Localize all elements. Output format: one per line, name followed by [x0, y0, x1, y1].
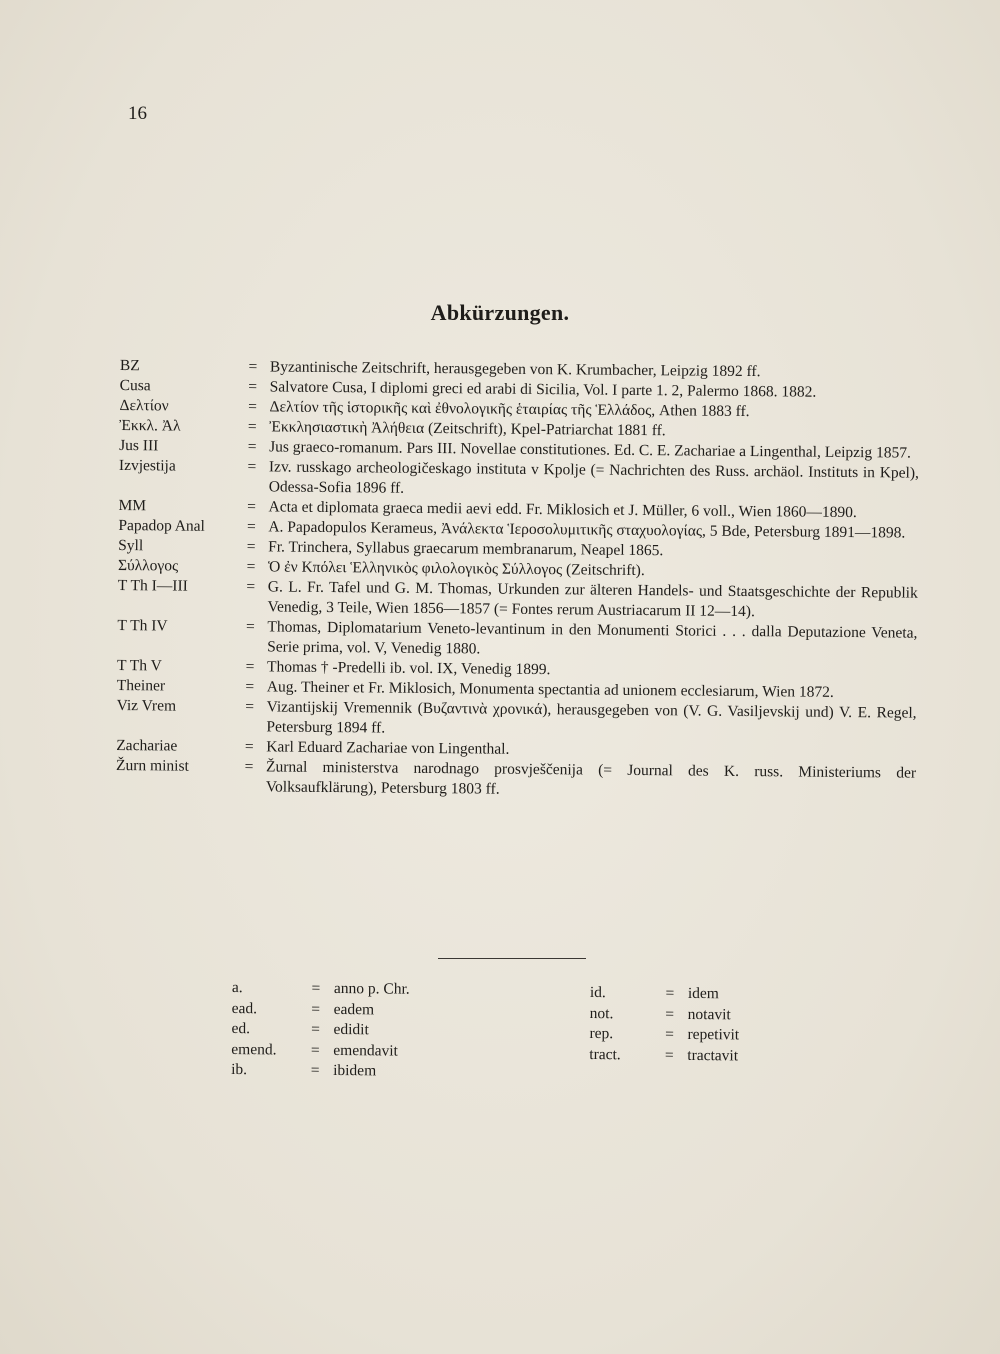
abbreviation-definition: Fr. Trinchera, Syllabus graecarum membranarum, Neapel 1865. [268, 538, 664, 560]
abbreviation-definition: Ὁ ἐν Κπόλει Ἑλληνικὸς φιλολογικὸς Σύλλογος (Zeitschrift). [267, 558, 645, 580]
short-abbreviation-definition: eadem [333, 1000, 375, 1018]
abbreviation-definition: Izv. russkago archeologičeskago instituta v Kpolje (= Nachrichten des Russ. archäol. Instituts in Kpel), Odessa-Sofia 1896 ff. [268, 458, 919, 497]
abbreviation-list [116, 356, 920, 804]
equals-sign: = [665, 984, 675, 1002]
equals-sign: = [310, 1062, 320, 1080]
page-title: Abkürzungen. [430, 300, 570, 325]
abbreviation-term: MM [118, 496, 147, 515]
short-abbreviation-entry [232, 978, 410, 1000]
equals-sign: = [244, 738, 254, 756]
abbreviation-term: T Th I—III [117, 576, 188, 595]
equals-sign: = [665, 1005, 675, 1023]
short-abbreviation-definition: idem [687, 984, 719, 1003]
short-abbreviation-entry [231, 1019, 409, 1041]
abbreviation-definition: Aug. Theiner et Fr. Miklosich, Monumenta spectantia ad unionem ecclesiarum, Wien 1872. [266, 678, 834, 701]
short-abbreviation-definition: anno p. Chr. [333, 979, 410, 998]
short-abbreviation-term: a. [231, 978, 243, 997]
abbreviation-term: Theiner [116, 676, 166, 695]
short-abbreviation-entry [232, 999, 410, 1021]
short-abbreviation-definition: emendavit [333, 1041, 398, 1060]
abbreviation-definition: Vizantijskij Vremennik (Βυζαντινὰ χρονικά), herausgegeben von (V. G. Vasiljevskij und) V. E. Regel, Petersburg 1894 ff. [266, 698, 917, 737]
equals-sign: = [248, 398, 257, 416]
abbreviation-entry [116, 756, 916, 804]
abbreviation-definition: Thomas † -Predelli ib. vol. IX, Venedig 1899. [266, 658, 551, 679]
abbreviation-definition: Žurnal ministerstva narodnago prosvješčenija (= Journal des K. russ. Ministeriums der Volksaufklärung), Petersburg 1803 ff. [265, 758, 917, 798]
short-abbreviation-term: id. [589, 983, 606, 1002]
equals-sign: = [246, 558, 256, 576]
abbreviation-definition: Jus graeco-romanum. Pars III. Novellae constitutiones. Ed. C. E. Zachariae a Lingenthal, Leipzig 1857. [269, 438, 911, 462]
abbreviation-term: Papadop Anal [118, 516, 205, 535]
short-abbreviation-entry [590, 1004, 740, 1026]
equals-sign: = [245, 658, 255, 676]
equals-sign: = [247, 418, 257, 436]
abbreviation-term: Izvjestija [118, 456, 176, 475]
equals-sign: = [311, 1020, 320, 1039]
equals-sign: = [311, 1000, 321, 1018]
abbreviation-definition: Δελτίον τῆς ἱστορικῆς καὶ ἐθνολογικῆς ἑταιρίας τῆς Ἑλλάδος, Athen 1883 ff. [269, 398, 750, 421]
short-abbreviation-term: tract. [589, 1045, 621, 1064]
abbreviation-term: Σύλλογος [117, 556, 179, 575]
abbreviation-term: Cusa [119, 376, 151, 395]
abbreviation-term: T Th IV [117, 616, 168, 635]
abbreviation-definition: Acta et diplomata graeca medii aevi edd. Fr. Miklosich et J. Müller, 6 voll., Wien 1860—1890. [268, 498, 857, 522]
short-abbreviation-entry [231, 1040, 409, 1062]
equals-sign: = [248, 378, 258, 396]
equals-sign: = [245, 698, 255, 716]
equals-sign: = [310, 1041, 320, 1059]
short-abbreviation-term: emend. [231, 1040, 277, 1059]
abbreviation-definition: Ἐκκλησιαστικὴ Ἀλήθεια (Zeitschrift), Kpel-Patriarchat 1881 ff. [269, 418, 666, 440]
abbreviation-term: Žurn minist [115, 756, 189, 775]
equals-sign: = [247, 498, 257, 516]
equals-sign: = [247, 458, 257, 476]
short-abbreviation-term: ib. [231, 1061, 248, 1079]
abbreviation-term: T Th V [116, 656, 162, 675]
abbreviation-term: Ἐκκλ. Ἀλ [119, 416, 181, 435]
short-abbreviation-definition: tractavit [687, 1046, 739, 1065]
abbreviation-term: Δελτίον [119, 396, 169, 415]
short-abbreviation-term: not. [589, 1004, 614, 1022]
equals-sign: = [246, 578, 256, 596]
short-abbreviation-definition: edidit [333, 1021, 369, 1039]
short-abbreviation-entry [590, 983, 740, 1005]
short-abbreviation-term: ead. [231, 999, 258, 1017]
short-abbreviation-definition: repetivit [687, 1026, 740, 1044]
short-abbreviation-entry [231, 1060, 409, 1082]
equals-sign: = [311, 979, 321, 997]
equals-sign: = [246, 538, 256, 556]
abbreviation-definition: G. L. Fr. Tafel und G. M. Thomas, Urkunden zur älteren Handels- und Staatsgeschichte der Republik Venedig, 3 Teile, Wien 1856—1857 (= Fontes rerum Austriacarum II 12—14). [267, 578, 918, 621]
abbreviation-definition: Thomas, Diplomatarium Veneto-levantinum in den Monumenti Storici . . . dalla Deputazione Veneta, Serie prima, vol. V, Venedig 1880. [267, 618, 918, 658]
equals-sign: = [665, 1025, 674, 1043]
abbreviation-definition: A. Papadopulos Kerameus, Ἀνάλεκτα Ἱεροσολυμιτικῆς σταχυολογίας, 5 Bde, Petersburg 1891—1898. [268, 518, 906, 542]
short-abbreviation-entry [589, 1045, 739, 1067]
section-divider [438, 958, 586, 959]
abbreviation-definition: Byzantinische Zeitschrift, herausgegeben von K. Krumbacher, Leipzig 1892 ff. [269, 358, 761, 381]
abbreviation-term: Syll [118, 536, 144, 555]
page-number: 16 [128, 103, 147, 124]
equals-sign: = [246, 518, 256, 536]
short-abbreviation-column-right [589, 983, 739, 1067]
abbreviation-definition: Karl Eduard Zachariae von Lingenthal. [266, 738, 510, 758]
short-abbreviation-entry [589, 1024, 739, 1046]
short-abbreviation-definition: notavit [687, 1005, 731, 1023]
short-abbreviation-term: rep. [589, 1025, 614, 1043]
equals-sign: = [245, 618, 255, 636]
equals-sign: = [247, 438, 257, 456]
short-abbreviation-column-left [231, 978, 410, 1083]
short-abbreviation-term: ed. [231, 1020, 251, 1038]
equals-sign: = [664, 1046, 674, 1064]
abbreviation-term: BZ [119, 356, 140, 375]
abbreviation-term: Jus III [119, 436, 159, 455]
equals-sign: = [245, 678, 255, 696]
abbreviation-definition: Salvatore Cusa, I diplomi greci ed arabi di Sicilia, Vol. I parte 1. 2, Palermo 1868. 1882. [269, 378, 817, 401]
abbreviation-term: Viz Vrem [116, 696, 177, 715]
short-abbreviation-definition: ibidem [333, 1062, 377, 1080]
equals-sign: = [244, 758, 254, 776]
equals-sign: = [248, 358, 258, 376]
abbreviation-term: Zachariae [116, 736, 178, 755]
